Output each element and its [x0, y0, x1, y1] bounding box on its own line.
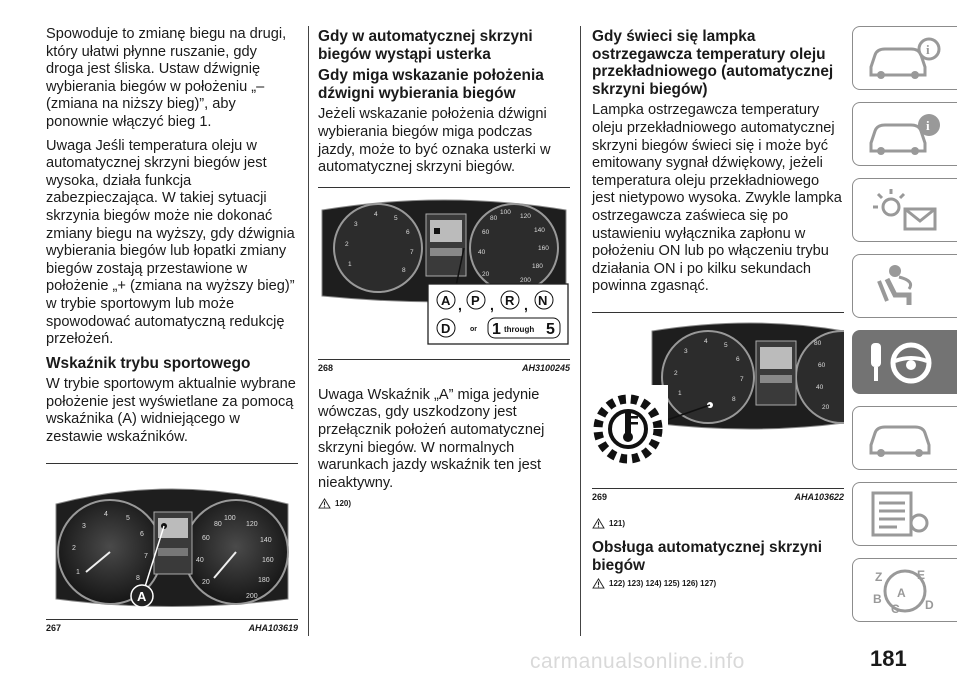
svg-text:140: 140	[534, 226, 545, 234]
figure-rule	[592, 488, 844, 489]
warning-icon	[592, 578, 605, 589]
svg-text:1: 1	[348, 260, 352, 268]
svg-text:B: B	[873, 592, 882, 606]
callout-marker-a: A	[137, 588, 147, 604]
svg-text:200: 200	[246, 592, 258, 600]
watermark: carmanualsonline.info	[530, 650, 745, 673]
svg-text:7: 7	[410, 248, 414, 256]
page-number: 181	[870, 646, 907, 671]
svg-text:5: 5	[394, 214, 398, 222]
instrument-cluster-illustration	[46, 464, 298, 614]
svg-text:7: 7	[740, 375, 744, 383]
column-divider	[580, 26, 581, 636]
airbag-person-icon	[865, 261, 945, 311]
warning-icon	[592, 518, 605, 529]
svg-text:D: D	[925, 598, 934, 612]
svg-text:160: 160	[262, 556, 274, 564]
subsection-heading: Gdy miga wskazanie położenia dźwigni wybierania biegów	[318, 67, 544, 102]
paragraph: W trybie sportowym aktualnie wybrane położenie jest wyświetlane za pomocą wskaźnika (A) widniejącego w zestawie wskaźników.	[46, 376, 296, 446]
svg-text:5: 5	[724, 341, 728, 349]
svg-text:6: 6	[140, 530, 144, 538]
tab-checklist[interactable]	[852, 482, 957, 546]
warning-icon	[318, 498, 331, 509]
svg-text:8: 8	[732, 395, 736, 403]
svg-text:60: 60	[482, 228, 490, 236]
tab-alphabet-index[interactable]	[852, 558, 957, 622]
figure-rule	[318, 359, 570, 360]
svg-text:180: 180	[258, 576, 270, 584]
note-reference	[318, 498, 570, 509]
svg-text:A: A	[897, 586, 906, 600]
figure-269	[592, 313, 844, 502]
figure-code: AHA103622	[794, 491, 844, 502]
figure-268	[318, 188, 570, 373]
column-2	[318, 26, 570, 519]
warning-lights-icon	[865, 185, 945, 235]
legend-letter-r: R	[505, 292, 515, 308]
alphabet-index-icon	[865, 565, 945, 615]
car-info-circle-icon	[865, 109, 945, 159]
figure-code: AH3100245	[521, 362, 570, 373]
paragraph: Uwaga Jeśli temperatura oleju w automatycznej skrzyni biegów jest wysoka, działa funkcja zabezpieczająca. W takiej sytuacji skrzynia biegów może nie dokonać zmiany biegu na wyższy, gdy dźwignia wybierania biegów lub łopatki zmiany biegów zostają przestawione w położenie „+ (zmiana na wyższy bieg)” w trybie sportowym lub może spowodować automatyczną redukcję przełożeń.	[46, 137, 295, 348]
svg-text:3: 3	[82, 522, 86, 530]
svg-text:120: 120	[520, 212, 531, 220]
chapter-tabs	[852, 26, 960, 646]
tab-steering-key[interactable]	[852, 330, 957, 394]
svg-text:3: 3	[684, 347, 688, 355]
figure-number: 268	[318, 362, 334, 373]
svg-text:160: 160	[538, 244, 549, 252]
svg-text:1: 1	[678, 389, 682, 397]
svg-text:2: 2	[72, 544, 76, 552]
svg-text:140: 140	[260, 536, 272, 544]
legend-or: or	[470, 325, 477, 333]
figure-code: AHA103619	[248, 622, 298, 633]
figure-number: 269	[592, 491, 608, 502]
section-heading: Gdy świeci się lampka ostrzegawcza temperatury oleju przekładniowego (automatycznej skrzyni biegów)	[592, 28, 834, 98]
figure-rule	[46, 619, 298, 620]
note-numbers: 122) 123) 124) 125) 126) 127)	[609, 579, 717, 589]
figure-267	[46, 464, 298, 633]
section-heading: Wskaźnik trybu sportowego	[46, 354, 251, 372]
steering-key-icon	[865, 337, 945, 387]
svg-text:80: 80	[490, 214, 498, 222]
legend-letter-p: P	[471, 292, 480, 308]
svg-text:C: C	[891, 602, 900, 615]
svg-text:5: 5	[126, 514, 130, 522]
svg-text:60: 60	[202, 534, 210, 542]
paragraph: Uwaga Wskaźnik „A” miga jedynie wówczas, gdy uszkodzony jest przełącznik położeń automatycznej skrzyni biegów. W normalnych warunkach jazdy wskaźnik ten jest nieaktywny.	[318, 386, 545, 491]
svg-text:200: 200	[520, 276, 531, 284]
tab-car-service[interactable]	[852, 406, 957, 470]
svg-text:2: 2	[674, 369, 678, 377]
svg-text:20: 20	[822, 403, 830, 411]
legend-gear-5: 5	[546, 320, 555, 338]
car-info-icon	[865, 33, 945, 83]
svg-text:Z: Z	[875, 570, 883, 584]
svg-text:40: 40	[478, 248, 486, 256]
svg-text:60: 60	[818, 361, 826, 369]
svg-text:,: ,	[524, 296, 528, 313]
svg-text:20: 20	[202, 578, 210, 586]
svg-text:8: 8	[136, 574, 140, 582]
svg-text:,: ,	[458, 296, 462, 313]
svg-text:8: 8	[402, 266, 406, 274]
svg-text:i: i	[926, 118, 930, 133]
svg-text:7: 7	[144, 552, 148, 560]
section-heading: Obsługa automatycznej skrzyni biegów	[592, 538, 823, 574]
paragraph: Lampka ostrzegawcza temperatury oleju przekładniowego automatycznej skrzyni biegów świeci się i może być emitowany sygnał dźwiękowy, jeżeli temperatura oleju przekładniowego jest nietypowo wysoka. Zwykle lampka ostrzegawcza zaświeca się po ustawieniu wyłącznika zapłonu w położeniu ON lub po włączeniu trybu działania ON i po kilku sekundach powinna zgasnąć.	[592, 102, 842, 295]
tab-car-info-circle[interactable]	[852, 102, 957, 166]
tab-warning-lights[interactable]	[852, 178, 957, 242]
instrument-cluster-illustration	[318, 188, 570, 354]
tab-car-info[interactable]	[852, 26, 957, 90]
legend-letter-a: A	[441, 292, 451, 308]
paragraph: Spowoduje to zmianę biegu na drugi, który ułatwi płynne ruszanie, gdy droga jest śliska. Ustaw dźwignię wybierania biegów w położeniu „– (zmiana na niższy bieg)”, aby ponownie włączyć bieg 1.	[46, 26, 287, 130]
svg-text:4: 4	[104, 510, 108, 518]
svg-text:40: 40	[816, 383, 824, 391]
legend-letter-n: N	[538, 292, 548, 308]
svg-text:4: 4	[704, 337, 708, 345]
figure-caption	[318, 363, 570, 373]
note-number: 120)	[335, 499, 352, 509]
svg-text:100: 100	[224, 514, 236, 522]
svg-text:80: 80	[814, 339, 822, 347]
legend-letter-d: D	[441, 320, 451, 336]
legend-gear-1: 1	[492, 320, 501, 338]
svg-text:40: 40	[196, 556, 204, 564]
svg-text:E: E	[917, 568, 926, 582]
svg-text:120: 120	[246, 520, 258, 528]
svg-text:100: 100	[500, 208, 511, 216]
svg-text:6: 6	[736, 355, 740, 363]
column-1	[46, 26, 298, 633]
note-reference	[592, 578, 844, 589]
column-divider	[308, 26, 309, 636]
svg-text:4: 4	[374, 210, 378, 218]
legend-through: through	[504, 324, 535, 334]
section-heading: Gdy w automatycznej skrzyni biegów wystąpi usterka	[318, 28, 533, 63]
tab-airbag[interactable]	[852, 254, 957, 318]
svg-text:i: i	[926, 42, 930, 57]
svg-text:20: 20	[482, 270, 490, 278]
svg-text:3: 3	[354, 220, 358, 228]
paragraph: Jeżeli wskazanie położenia dźwigni wybierania biegów miga podczas jazdy, może to być oznaka usterki w automatycznej skrzyni biegów.	[318, 106, 551, 176]
figure-caption	[592, 492, 844, 502]
svg-text:1: 1	[76, 568, 80, 576]
figure-caption	[46, 623, 298, 633]
svg-text:2: 2	[345, 240, 349, 248]
svg-text:80: 80	[214, 520, 222, 528]
column-3	[592, 26, 844, 599]
svg-text:180: 180	[532, 262, 543, 270]
svg-text:,: ,	[490, 296, 494, 313]
figure-number: 267	[46, 622, 62, 633]
svg-text:6: 6	[406, 228, 410, 236]
note-reference	[592, 518, 844, 529]
note-number: 121)	[609, 518, 626, 528]
checklist-icon	[865, 489, 945, 539]
car-service-icon	[865, 413, 945, 463]
instrument-cluster-illustration	[592, 313, 844, 483]
